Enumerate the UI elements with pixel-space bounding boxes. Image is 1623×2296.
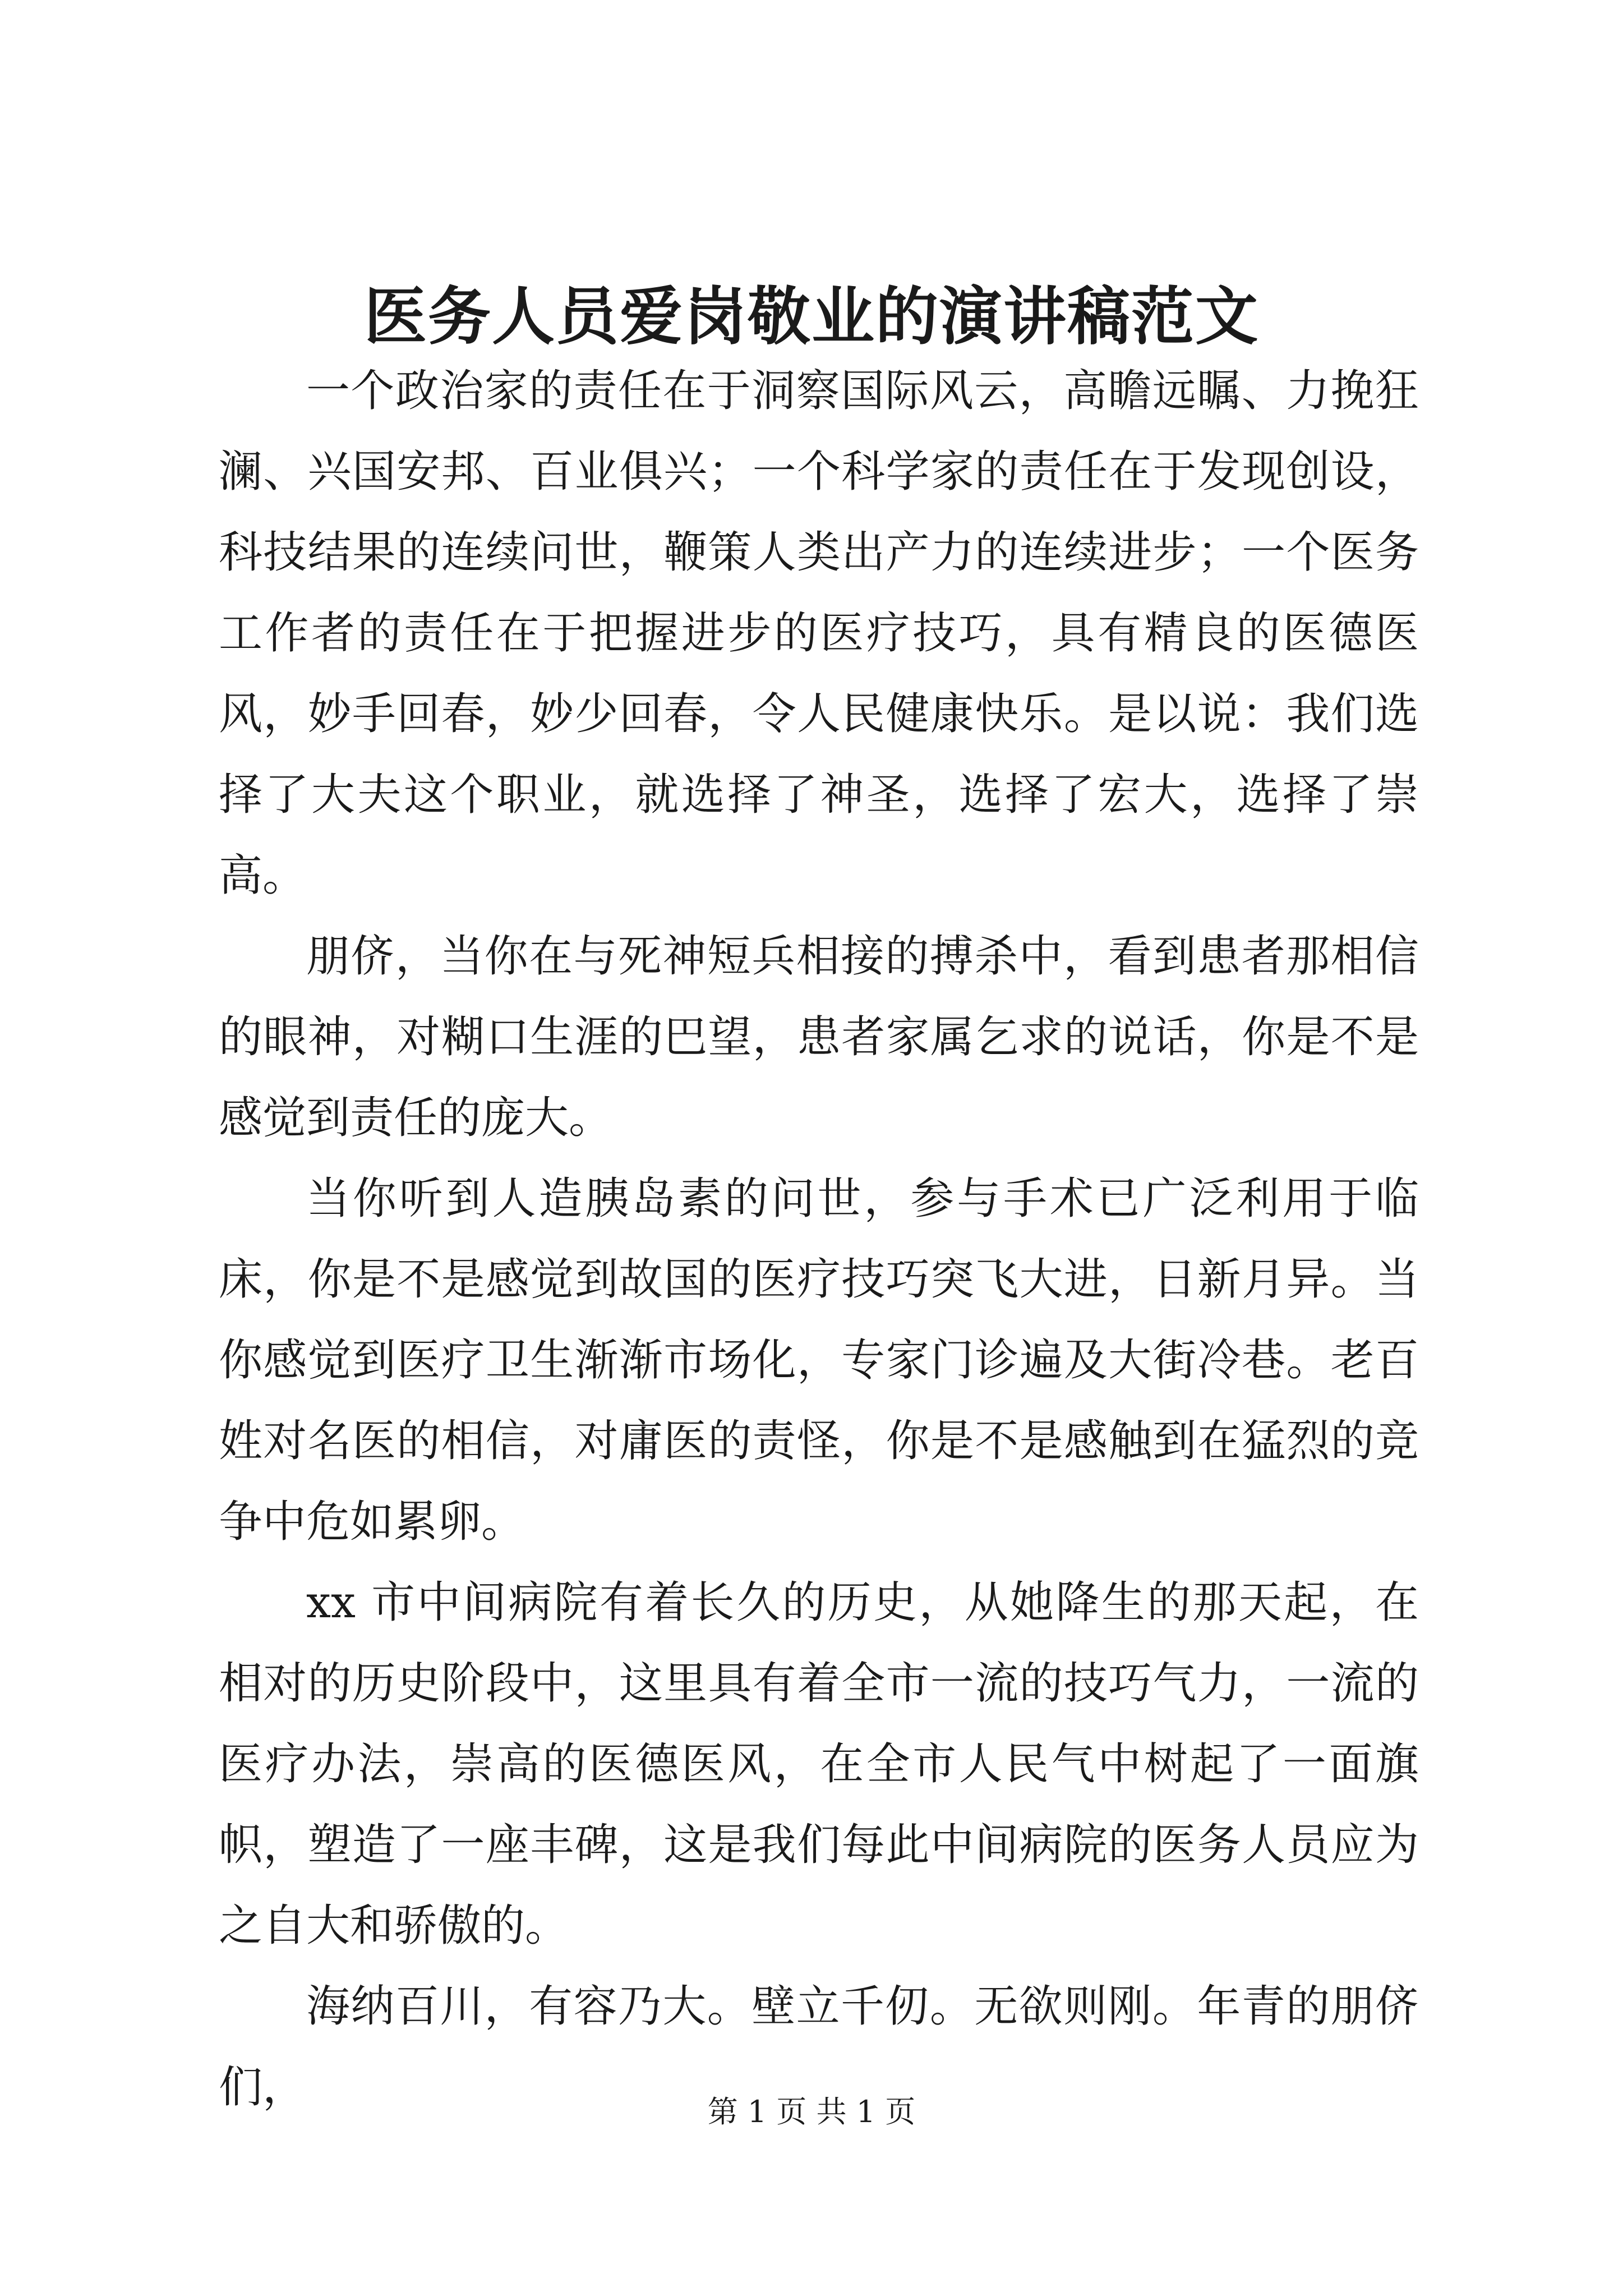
paragraph-2: 朋侪，当你在与死神短兵相接的搏杀中，看到患者那相信的眼神，对糊口生涯的巴望，患者家属乞求的说话，你是不是感觉到责任的庞大。 [219,931,1419,1143]
paragraph-5: 海纳百川，有容乃大。壁立千仞。无欲则刚。年青的朋侪们， [219,1981,1419,2113]
paragraph-3: 当你听到人造胰岛素的问世，参与手术已广泛利用于临床，你是不是感觉到故国的医疗技巧突飞大进，日新月异。当你感觉到医疗卫生渐渐市场化，专家门诊遍及大街冷巷。老百姓对名医的相信，对庸医的责怪，你是不是感触到在猛烈的竞争中危如累卵。 [219,1174,1419,1547]
paragraph-1: 一个政治家的责任在于洞察国际风云，高瞻远瞩、力挽狂澜、兴国安邦、百业俱兴；一个科学家的责任在于发现创设，科技结果的连续问世，鞭策人类出产力的连续进步；一个医务工作者的责任在于把握进步的医疗技巧，具有精良的医德医风，妙手回春，妙少回春，令人民健康快乐。是以说：我们选择了大夫这个职业，就选择了神圣，选择了宏大，选择了崇高。 [219,366,1419,901]
document-title: 医务人员爱岗敬业的演讲稿范文 [364,280,1259,353]
document-body [219,351,1419,2128]
paragraph-4: xx 市中间病院有着长久的历史，从她降生的那天起，在相对的历史阶段中，这里具有着全市一流的技巧气力，一流的医疗办法，崇高的医德医风，在全市人民气中树起了一面旗帜，塑造了一座丰碑，这是我们每此中间病院的医务人员应为之自大和骄傲的。 [219,1577,1419,1951]
page-footer: 第 1 页 共 1 页 [707,2094,916,2129]
